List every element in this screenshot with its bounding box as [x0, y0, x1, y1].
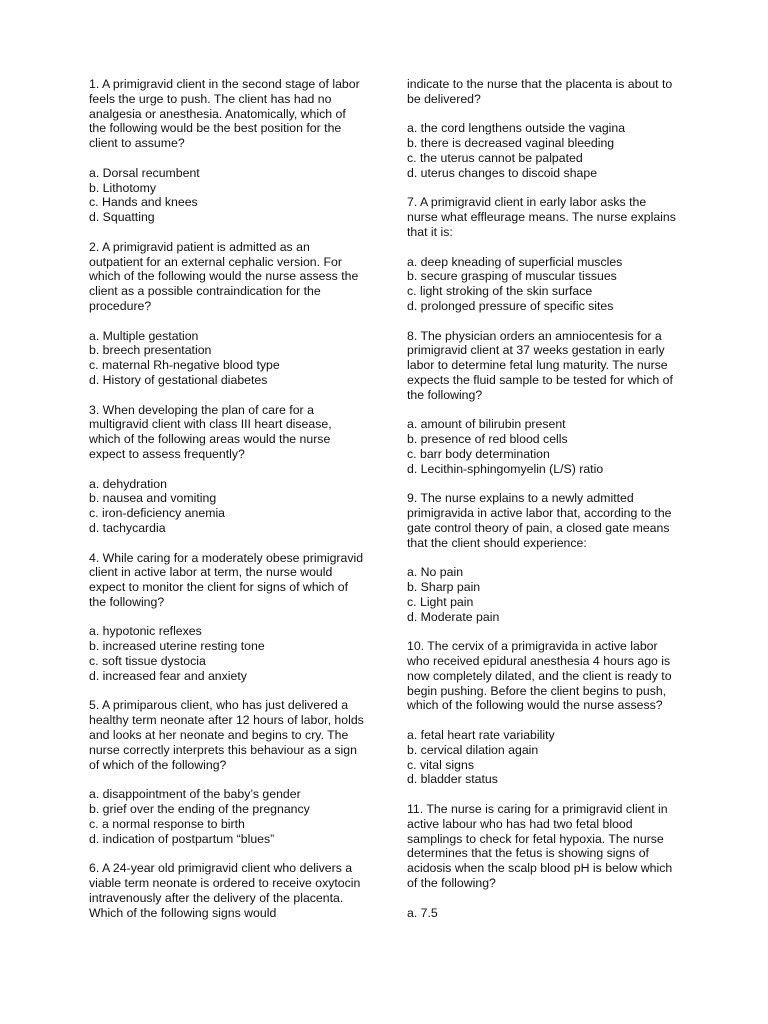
option-c: c. maternal Rh-negative blood type [89, 358, 280, 373]
question-stem: 2. A primigravid patient is admitted as an outpatient for an external cephalic version. For which of the following would the nurse assess the client as a possible contraindication for the procedure? [89, 239, 359, 313]
question-2 [89, 240, 365, 388]
option-b: b. Lithotomy [89, 180, 156, 195]
option-c: c. light stroking of the skin surface [407, 284, 593, 299]
option-list [89, 166, 365, 225]
question-5 [89, 698, 365, 846]
question-10 [407, 639, 679, 787]
question-11 [407, 802, 679, 920]
option-d: d. Squatting [89, 210, 155, 225]
left-column [89, 77, 365, 935]
question-stem: 9. The nurse explains to a newly admitted primigravida in active labor that, according to the gate control theory of pain, a closed gate means that the client should experience: [407, 491, 672, 550]
question-8 [407, 329, 679, 477]
option-d: d. uterus changes to discoid shape [407, 165, 598, 180]
question-9 [407, 491, 679, 624]
option-b: b. presence of red blood cells [407, 432, 568, 447]
option-b: b. there is decreased vaginal bleeding [407, 136, 615, 151]
question-6 [89, 861, 365, 920]
option-a: a. dehydration [89, 476, 167, 491]
question-3 [89, 403, 365, 536]
option-list [89, 477, 365, 536]
option-a: a. fetal heart rate variability [407, 728, 555, 743]
option-c: c. the uterus cannot be palpated [407, 150, 583, 165]
option-a: a. amount of bilirubin present [407, 417, 566, 432]
option-a: a. No pain [407, 565, 464, 580]
option-list [89, 787, 365, 846]
option-c: c. Light pain [407, 594, 474, 609]
option-c: c. iron-deficiency anemia [89, 506, 226, 521]
option-b: b. breech presentation [89, 343, 212, 358]
option-list [89, 624, 365, 683]
question-6-continued [407, 77, 679, 181]
option-b: b. increased uterine resting tone [89, 639, 265, 654]
question-4 [89, 551, 365, 684]
option-a: a. deep kneading of superficial muscles [407, 254, 623, 269]
option-c: c. barr body determination [407, 446, 550, 461]
question-stem: 11. The nurse is caring for a primigravid client in active labour who has had two fetal blood samplings to check for fetal hypoxia. The nurse determines that the fetus is showing signs of acidosis when the scalp blood pH is below which of the following? [407, 802, 673, 891]
option-list [407, 906, 679, 921]
option-b: b. cervical dilation again [407, 742, 539, 757]
option-d: d. bladder status [407, 772, 498, 787]
option-a: a. the cord lengthens outside the vagina [407, 121, 626, 136]
option-c: c. soft tissue dystocia [89, 654, 206, 669]
question-stem: 8. The physician orders an amniocentesis for a primigravid client at 37 weeks gestation in early labor to determine fetal lung maturity. The nurse expects the fluid sample to be tested for which of the following? [407, 328, 673, 402]
right-column [407, 77, 679, 935]
option-b: b. nausea and vomiting [89, 491, 217, 506]
option-list [89, 329, 365, 388]
option-a: a. disappointment of the baby’s gender [89, 787, 301, 802]
question-stem: 10. The cervix of a primigravida in active labor who received epidural anesthesia 4 hours ago is now completely dilated, and the client is ready to begin pushing. Before the client begins to push, which of the following would the nurse assess? [407, 639, 672, 713]
option-list [407, 255, 679, 314]
option-c: c. Hands and knees [89, 195, 198, 210]
question-stem-continued: indicate to the nurse that the placenta is about to be delivered? [407, 77, 673, 106]
question-1 [89, 77, 365, 225]
option-d: d. Lecithin-sphingomyelin (L/S) ratio [407, 461, 604, 476]
option-a: a. hypotonic reflexes [89, 624, 202, 639]
option-list [407, 121, 679, 180]
option-d: d. indication of postpartum “blues” [89, 831, 275, 846]
option-b: b. Sharp pain [407, 580, 481, 595]
question-7 [407, 195, 679, 313]
option-a: a. Multiple gestation [89, 328, 199, 343]
question-stem: 1. A primigravid client in the second stage of labor feels the urge to push. The client has had no analgesia or anesthesia. Anatomically, which of the following would be the best position for the client to assume? [89, 77, 360, 151]
option-b: b. grief over the ending of the pregnancy [89, 802, 310, 817]
question-stem: 6. A 24-year old primigravid client who delivers a viable term neonate is ordered to receive oxytocin intravenously after the delivery of the placenta. Which of the following signs would [89, 861, 361, 920]
option-a: a. 7.5 [407, 905, 438, 920]
question-stem: 4. While caring for a moderately obese primigravid client in active labor at term, the nurse would expect to monitor the client for signs of which of the following? [89, 550, 364, 609]
option-c: c. vital signs [407, 757, 474, 772]
option-d: d. increased fear and anxiety [89, 668, 247, 683]
option-b: b. secure grasping of muscular tissues [407, 269, 617, 284]
option-list [407, 728, 679, 787]
question-stem: 7. A primigravid client in early labor asks the nurse what effleurage means. The nurse explains that it is: [407, 195, 676, 239]
option-list [407, 417, 679, 476]
option-c: c. a normal response to birth [89, 816, 245, 831]
option-d: d. Moderate pain [407, 609, 500, 624]
option-d: d. tachycardia [89, 520, 166, 535]
option-d: d. prolonged pressure of specific sites [407, 298, 614, 313]
option-a: a. Dorsal recumbent [89, 165, 200, 180]
question-stem: 3. When developing the plan of care for a multigravid client with class III heart disease, which of the following areas would the nurse expect to assess frequently? [89, 402, 332, 461]
option-d: d. History of gestational diabetes [89, 372, 268, 387]
option-list [407, 565, 679, 624]
question-stem: 5. A primiparous client, who has just delivered a healthy term neonate after 12 hours of labor, holds and looks at her neonate and begins to cry. The nurse correctly interprets this behaviour as a sign of which of the following? [89, 698, 364, 772]
